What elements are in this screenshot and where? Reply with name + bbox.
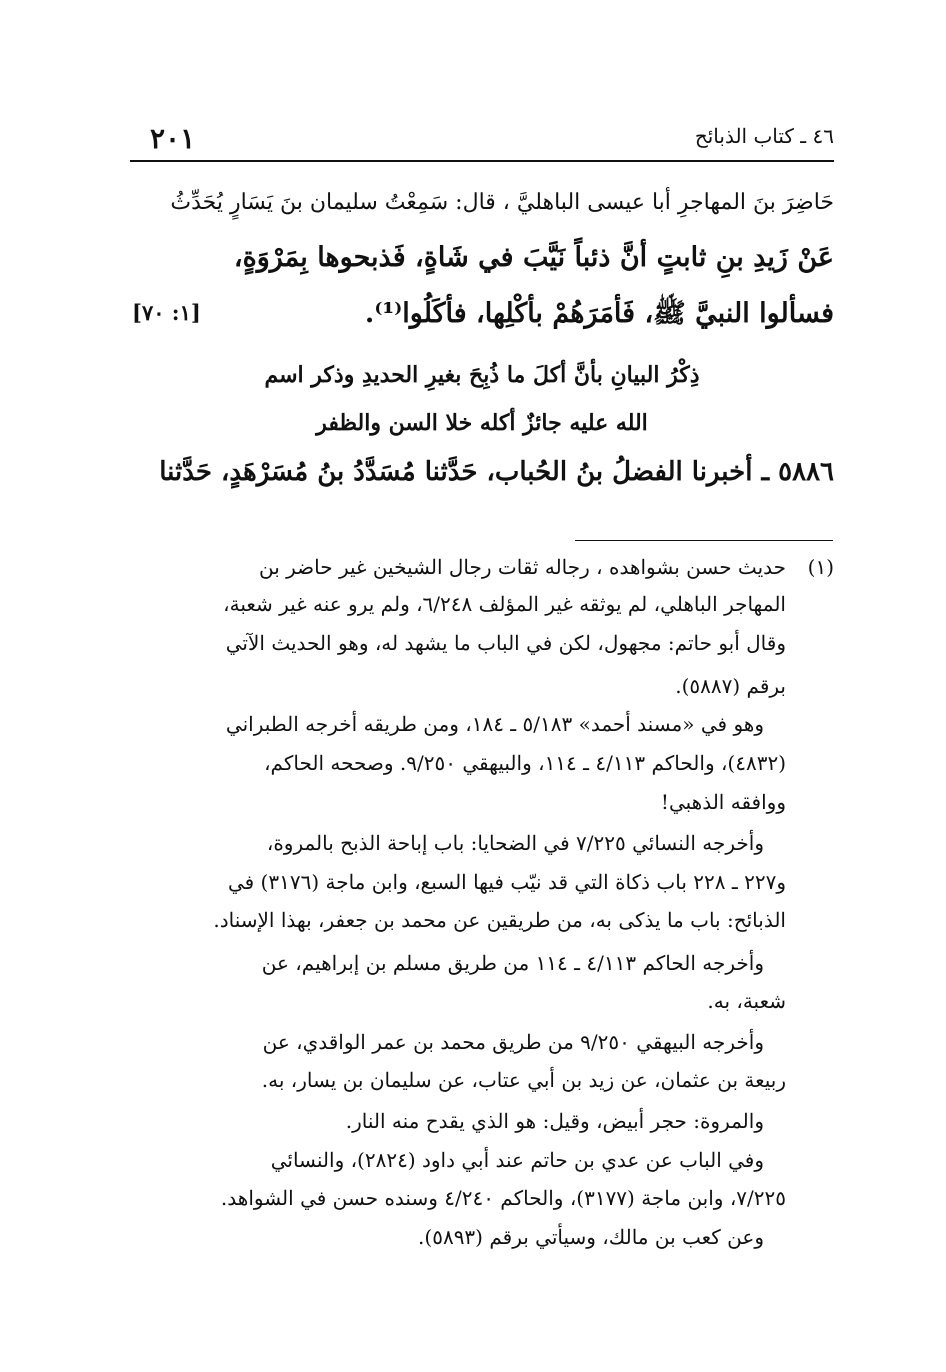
footnote-line: ٧/٢٢٥، وابن ماجة (٣١٧٧)، والحاكم ٤/٢٤٠ وسنده حسن في الشواهد. (220, 1186, 786, 1210)
footnote-line: وأخرجه البيهقي ٩/٢٥٠ من طريق محمد بن عمر الواقدي، عن (262, 1030, 764, 1054)
footnote-line: وقال أبو حاتم: مجهول، لكن في الباب ما يشهد له، وهو الحديث الآتي (225, 631, 786, 655)
hadith-number-line: ٥٨٨٦ ـ أخبرنا الفضلُ بنُ الحُباب، حَدَّثنا مُسَدَّدُ بنُ مُسَرْهَدٍ، حَدَّثنا (159, 457, 834, 487)
footnote-line (130, 549, 834, 586)
footnote-separator (575, 540, 833, 541)
footnote-line: شعبة، به. (707, 989, 786, 1013)
section-heading-line-1: ذِكْرُ البيانِ بأنَّ أكلَ ما ذُبِحَ بغيرِ الحديدِ وذكر اسم (264, 362, 700, 388)
page-number: ٢٠١ (150, 122, 196, 155)
footnote-marker: (١) (807, 555, 834, 579)
footnote-line: وأخرجه الحاكم ٤/١١٣ ـ ١١٤ من طريق مسلم بن إبراهيم، عن (261, 951, 764, 975)
footnote-line: و٢٢٧ ـ ٢٢٨ باب ذكاة التي قد نيّب فيها السبع، وابن ماجة (٣١٧٦) في (227, 870, 786, 894)
footnote-line: (٤٨٣٢)، والحاكم ٤/١١٣ ـ ١١٤، والبيهقي ٩/٢٥٠. وصححه الحاكم، (264, 751, 786, 775)
hadith-reference: [١: ٧٠] (132, 300, 201, 325)
running-head: ٤٦ ـ كتاب الذبائح (694, 124, 834, 148)
footnote-line: المهاجر الباهلي، لم يوثقه غير المؤلف ٦/٢٤٨، ولم يرو عنه غير شعبة، (223, 592, 786, 616)
section-heading-line-2: الله عليه جائزٌ أكله خلا السن والظفر (316, 410, 648, 436)
footnote-line: الذبائح: باب ما يذكى به، من طريقين عن محمد بن جعفر، بهذا الإسناد. (213, 908, 786, 932)
footnote-line: وهو في «مسند أحمد» ٥/١٨٣ ـ ١٨٤، ومن طريقه أخرجه الطبراني (225, 712, 764, 736)
hadith-text: فسألوا النبيَّ ﷺ، فَأمَرَهُمْ بأكْلِها، فأكَلُوا⁽¹⁾. (364, 298, 834, 329)
footnote-line: والمروة: حجر أبيض، وقيل: هو الذي يقدح منه النار. (345, 1109, 764, 1133)
footnote-line: وعن كعب بن مالك، وسيأتي برقم (٥٨٩٣). (418, 1225, 764, 1249)
footnote-line: وأخرجه النسائي ٧/٢٢٥ في الضحايا: باب إباحة الذبح بالمروة، (266, 831, 764, 855)
footnote-line: ربيعة بن عثمان، عن زيد بن أبي عتاب، عن سليمان بن يسار، به. (261, 1068, 786, 1092)
hadith-text-line: عَنْ زَيدِ بنِ ثابتٍ أنَّ ذئباً نَيَّبَ في شَاةٍ، فَذبحوها بِمَرْوَةٍ، (233, 242, 834, 273)
footnote-text: حديث حسن بشواهده ، رجاله ثقات رجال الشيخين غير حاضر بن (258, 555, 786, 579)
page-header (130, 120, 834, 160)
footnote-line: وفي الباب عن عدي بن حاتم عند أبي داود (٢٨٢٤)، والنسائي (270, 1148, 764, 1172)
footnote-line: ووافقه الذهبي! (660, 790, 786, 814)
hadith-text-line-with-reference (130, 292, 834, 336)
header-rule (130, 160, 834, 162)
footnote-line: برقم (٥٨٨٧). (675, 674, 786, 698)
main-text-line: حَاضِرَ بنَ المهاجرِ أبا عيسى الباهليَّ ، قال: سَمِعْتُ سليمان بنَ يَسَارٍ يُحَدِّثُ (170, 190, 834, 215)
